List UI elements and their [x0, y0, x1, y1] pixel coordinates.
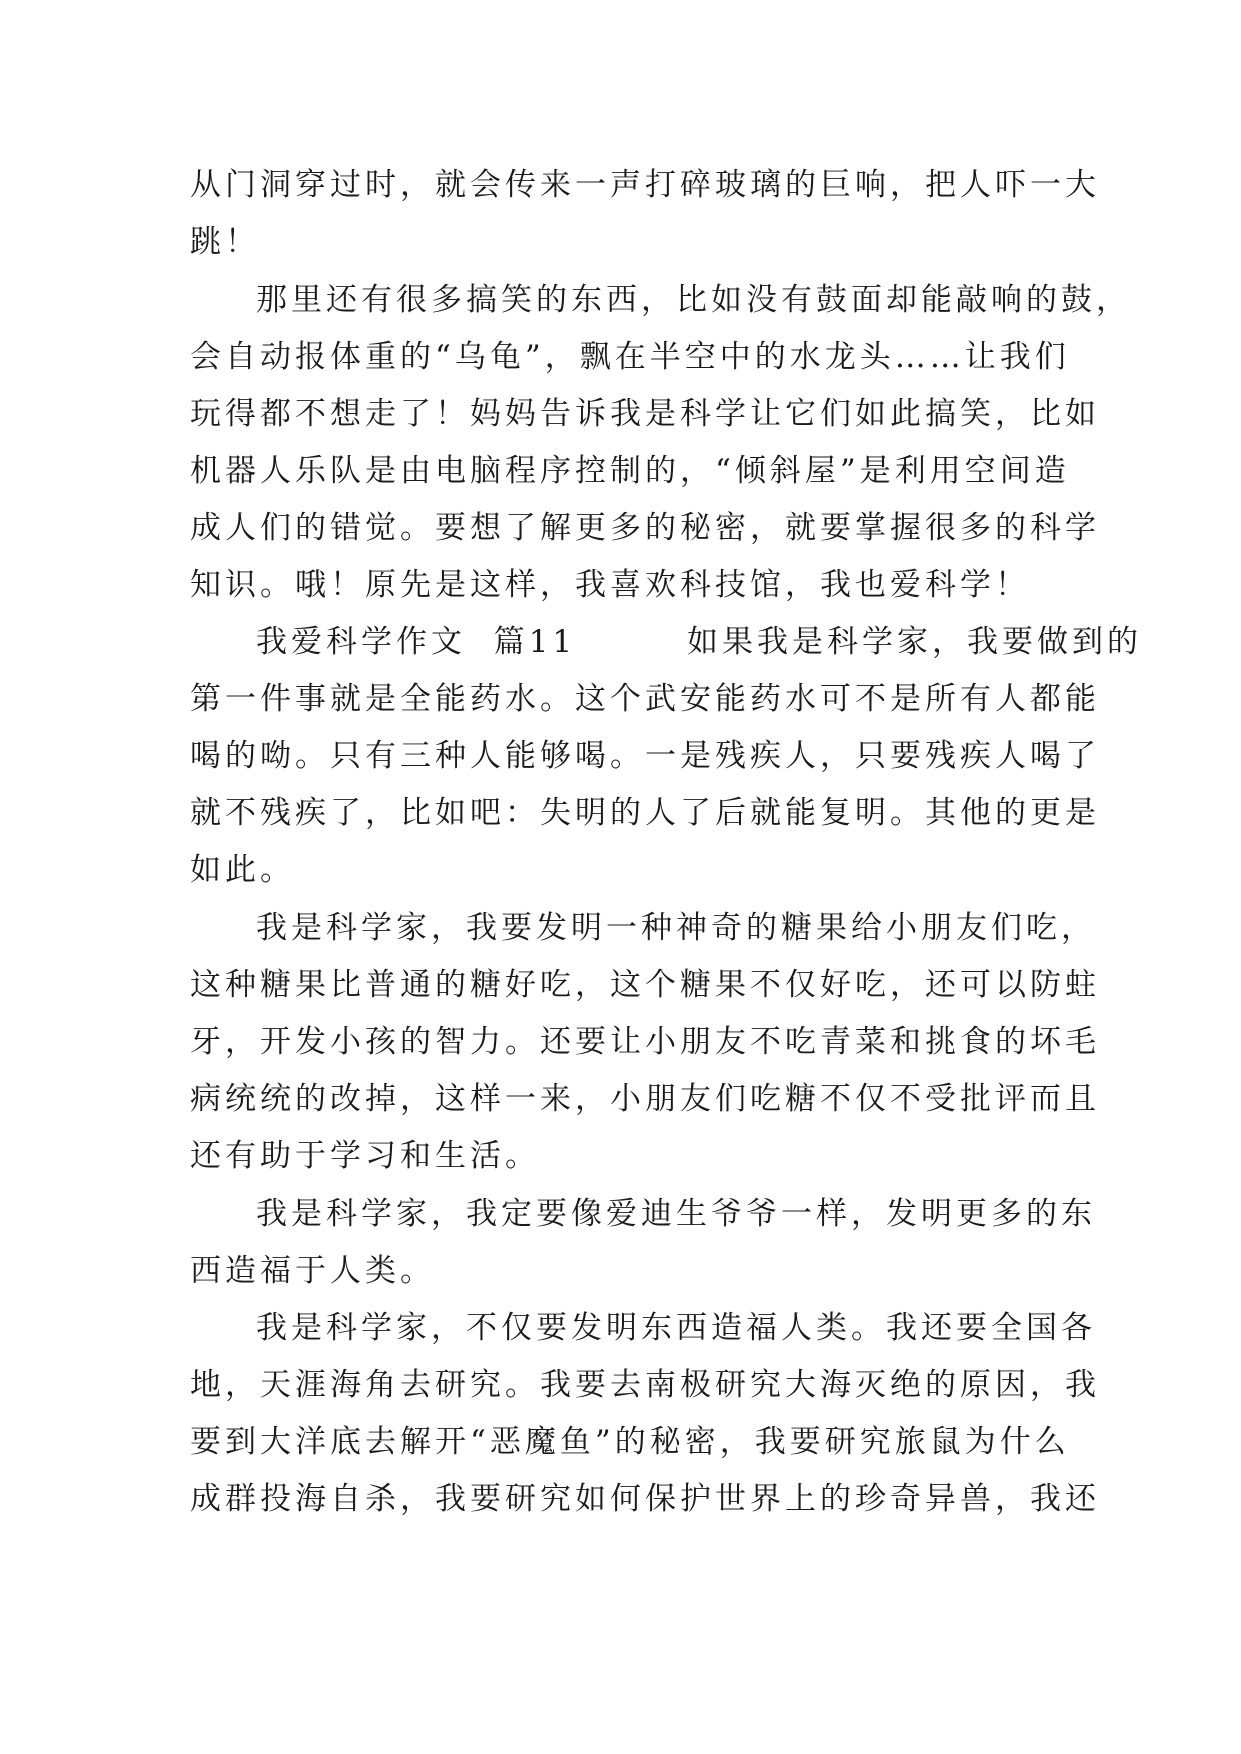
text-line: 机器人乐队是由电脑程序控制的，“倾斜屋”是利用空间造 — [190, 453, 1070, 489]
paragraph-start-line: 那里还有很多搞笑的东西，比如没有鼓面却能敲响的鼓， — [256, 282, 1131, 318]
text-line: 玩得都不想走了！妈妈告诉我是科学让它们如此搞笑，比如 — [190, 396, 1100, 432]
text-line: 病统统的改掉，这样一来，小朋友们吃糖不仅不受批评而且 — [190, 1081, 1100, 1117]
text-line: 喝的呦。只有三种人能够喝。一是残疾人，只要残疾人喝了 — [190, 738, 1100, 774]
text-line: 会自动报体重的“乌龟”，飘在半空中的水龙头……让我们 — [190, 339, 1070, 375]
section-heading-line: 我爱科学作文 篇11 如果我是科学家，我要做到的 — [256, 624, 1142, 660]
text-line: 就不残疾了，比如吧：失明的人了后就能复明。其他的更是 — [190, 795, 1100, 831]
text-line: 从门洞穿过时，就会传来一声打碎玻璃的巨响，把人吓一大 — [190, 167, 1100, 203]
text-line: 西造福于人类。 — [190, 1253, 435, 1289]
text-line: 地，天涯海角去研究。我要去南极研究大海灭绝的原因，我 — [190, 1367, 1100, 1403]
paragraph-start-line: 我是科学家，我定要像爱迪生爷爷一样，发明更多的东 — [256, 1196, 1096, 1232]
text-line: 知识。哦！原先是这样，我喜欢科技馆，我也爱科学！ — [190, 567, 1030, 603]
paragraph-start-line: 我是科学家，我要发明一种神奇的糖果给小朋友们吃， — [256, 910, 1096, 946]
text-line: 成群投海自杀，我要研究如何保护世界上的珍奇异兽，我还 — [190, 1481, 1100, 1517]
text-line: 如此。 — [190, 852, 295, 888]
text-line: 第一件事就是全能药水。这个武安能药水可不是所有人都能 — [190, 681, 1100, 717]
text-line: 这种糖果比普通的糖好吃，这个糖果不仅好吃，还可以防蛀 — [190, 967, 1100, 1003]
text-line: 成人们的错觉。要想了解更多的秘密，就要掌握很多的科学 — [190, 510, 1100, 546]
text-line: 要到大洋底去解开“恶魔鱼”的秘密，我要研究旅鼠为什么 — [190, 1424, 1070, 1460]
text-line: 还有助于学习和生活。 — [190, 1138, 540, 1174]
text-line: 跳！ — [190, 224, 260, 260]
text-line: 牙，开发小孩的智力。还要让小朋友不吃青菜和挑食的坏毛 — [190, 1024, 1100, 1060]
paragraph-start-line: 我是科学家，不仅要发明东西造福人类。我还要全国各 — [256, 1310, 1096, 1346]
